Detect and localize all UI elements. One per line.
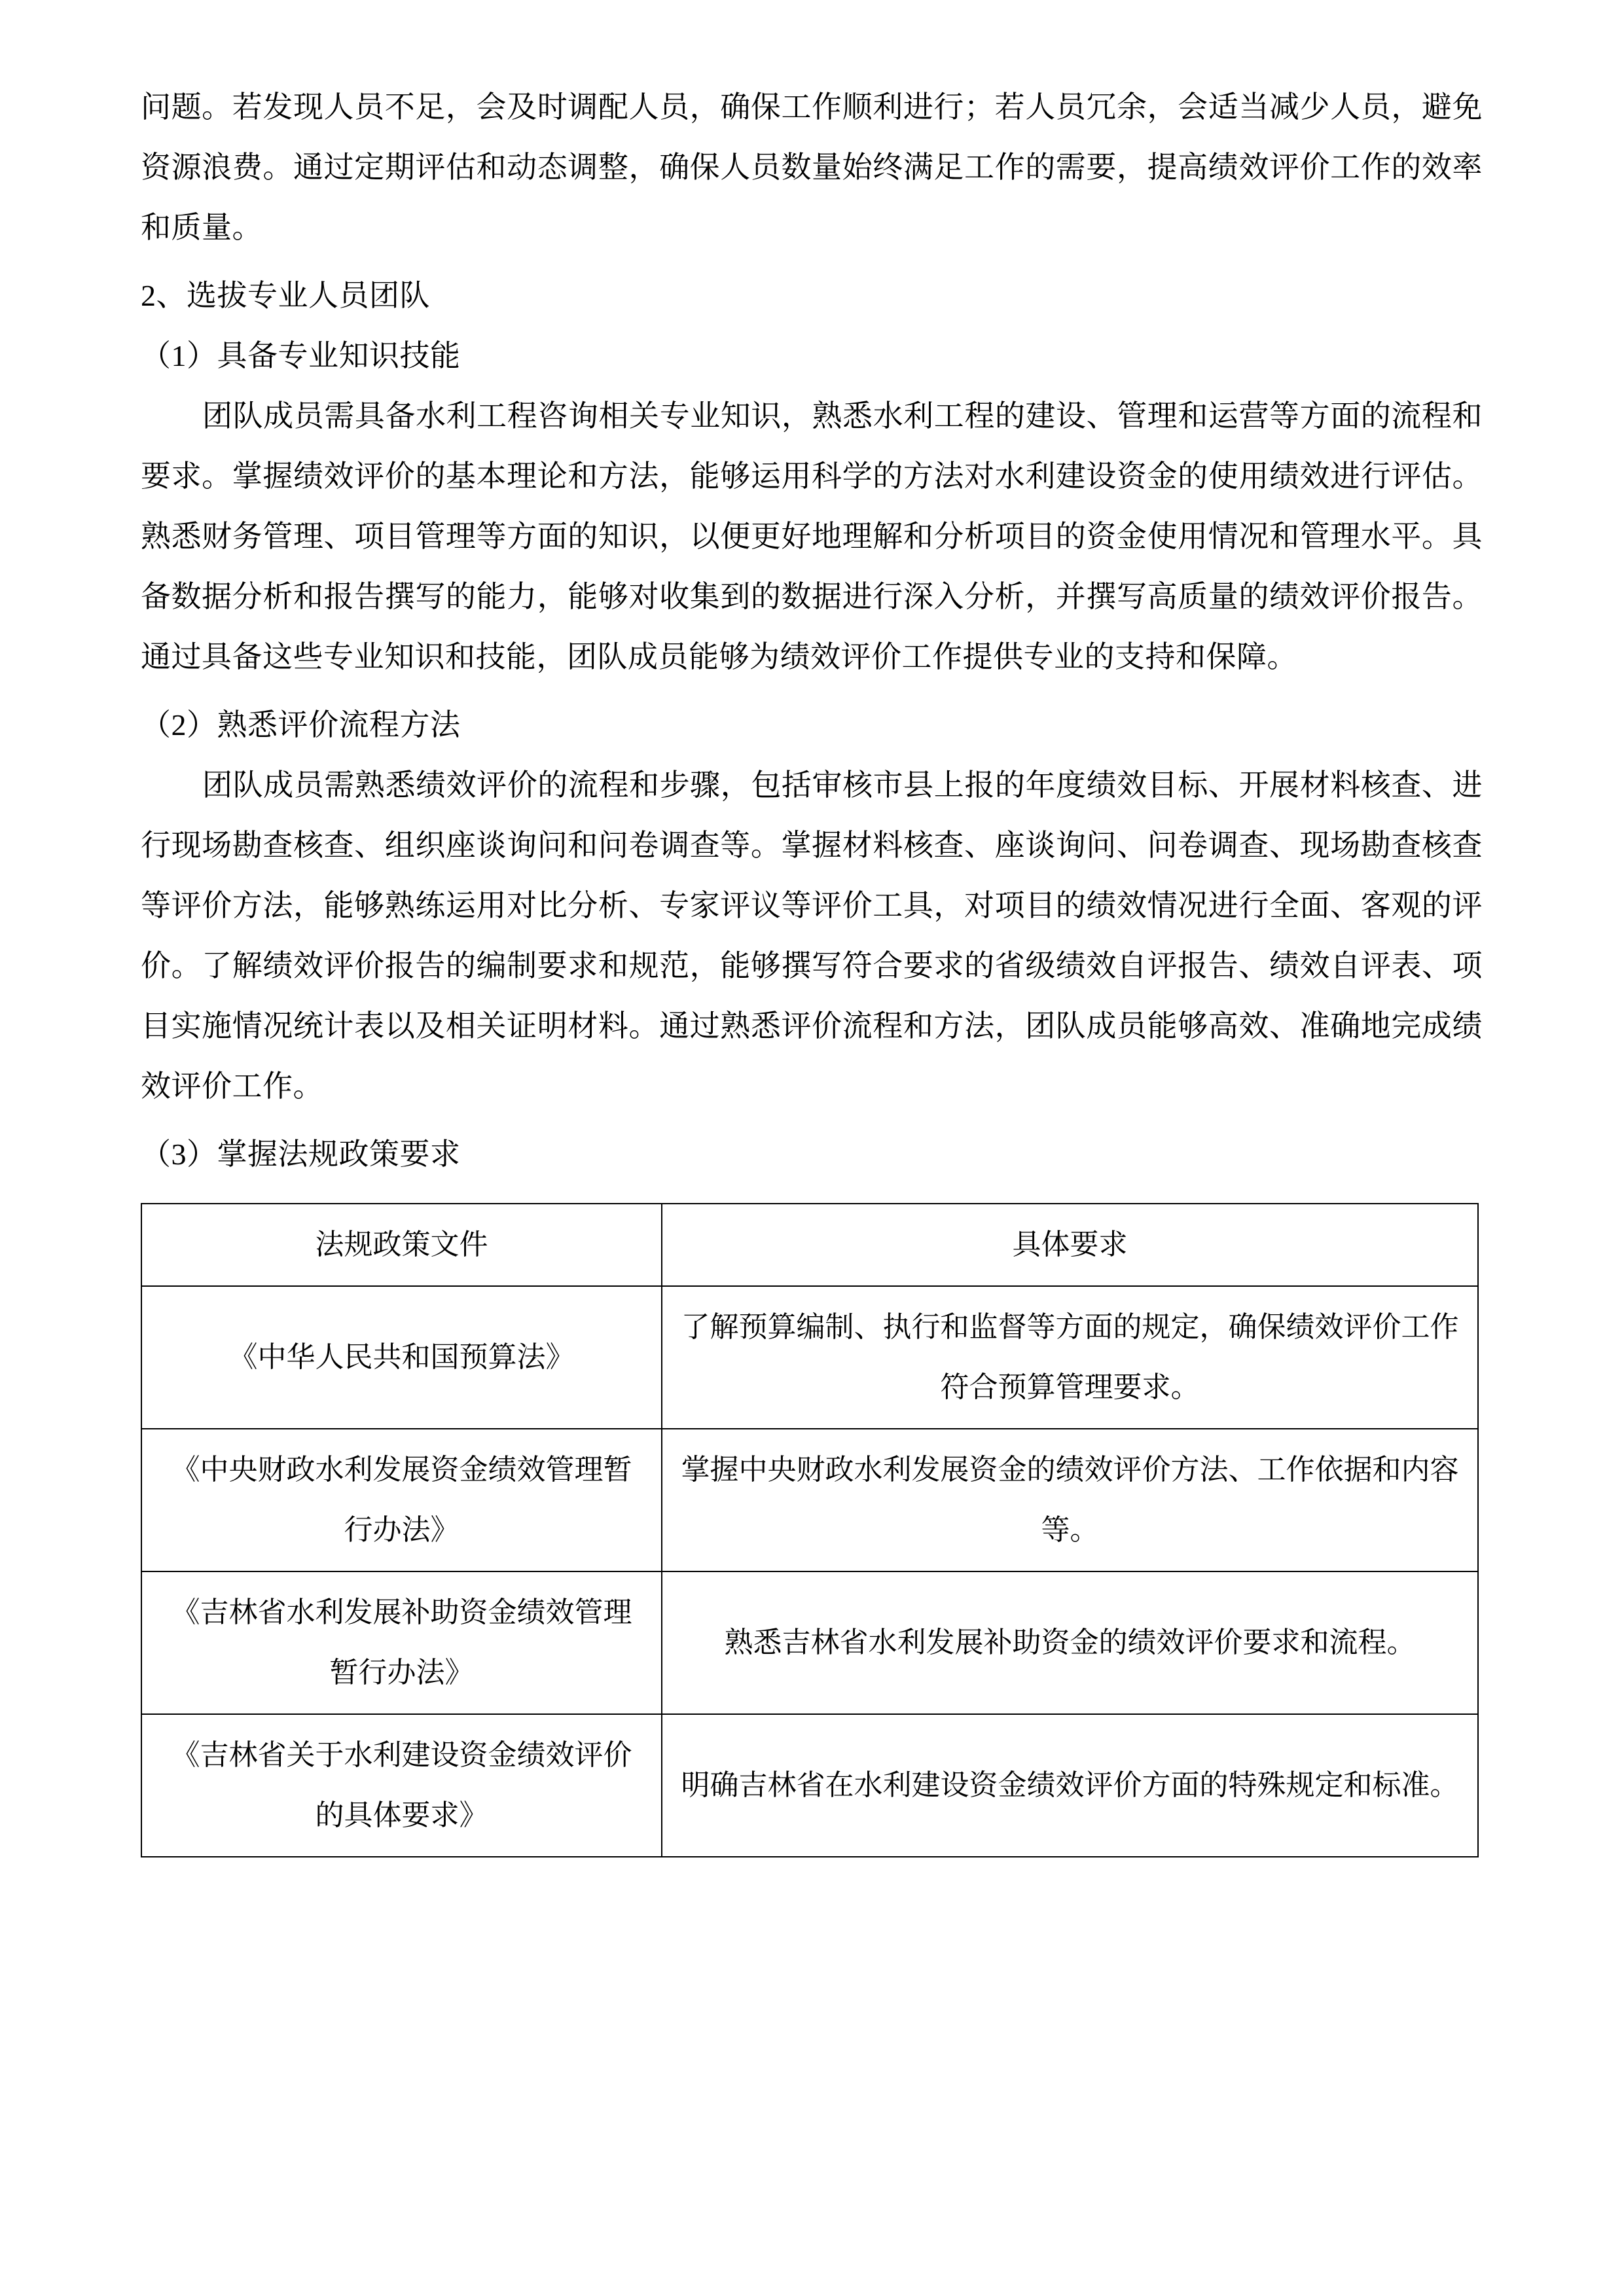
column-header-document: 法规政策文件 [141,1204,662,1286]
cell-requirement: 掌握中央财政水利发展资金的绩效评价方法、工作依据和内容等。 [662,1429,1478,1571]
spacer [141,258,1483,266]
laws-and-policies-table [141,1203,1479,1857]
section-heading-2: 2、选拔专业人员团队 [141,279,430,312]
table-row [141,1714,1478,1857]
table-row [141,1286,1478,1429]
table-header-row [141,1204,1478,1286]
subsection-paragraph-2: 团队成员需熟悉绩效评价的流程和步骤，包括审核市县上报的年度绩效目标、开展材料核查、进行现场勘查核查、组织座谈询问和问卷调查等。掌握材料核查、座谈询问、问卷调查、现场勘查核查等评价方法，能够熟练运用对比分析、专家评议等评价工具，对项目的绩效情况进行全面、客观的评价。了解绩效评价报告的编制要求和规范，能够撰写符合要求的省级绩效自评报告、绩效自评表、项目实施情况统计表以及相关证明材料。通过熟悉评价流程和方法，团队成员能够高效、准确地完成绩效评价工作。 [141,768,1483,1103]
continuation-paragraph: 问题。若发现人员不足，会及时调配人员，确保工作顺利进行；若人员冗余，会适当减少人员，避免资源浪费。通过定期评估和动态调整，确保人员数量始终满足工作的需要，提高绩效评价工作的效率和质量。 [141,90,1483,244]
cell-requirement: 明确吉林省在水利建设资金绩效评价方面的特殊规定和标准。 [662,1714,1478,1857]
cell-document-name: 《吉林省水利发展补助资金绩效管理暂行办法》 [141,1571,662,1714]
cell-document-name: 《吉林省关于水利建设资金绩效评价的具体要求》 [141,1714,662,1857]
column-header-requirement: 具体要求 [662,1204,1478,1286]
subsection-paragraph-1: 团队成员需具备水利工程咨询相关专业知识，熟悉水利工程的建设、管理和运营等方面的流程和要求。掌握绩效评价的基本理论和方法，能够运用科学的方法对水利建设资金的使用绩效进行评估。熟悉财务管理、项目管理等方面的知识，以便更好地理解和分析项目的资金使用情况和管理水平。具备数据分析和报告撰写的能力，能够对收集到的数据进行深入分析，并撰写高质量的绩效评价报告。通过具备这些专业知识和技能，团队成员能够为绩效评价工作提供专业的支持和保障。 [141,399,1483,673]
cell-document-name: 《中华人民共和国预算法》 [141,1286,662,1429]
table-row [141,1571,1478,1714]
table-row [141,1429,1478,1571]
spacer [141,1117,1483,1124]
subsection-heading-2: （2）熟悉评价流程方法 [141,708,461,742]
spacer [141,687,1483,695]
subsection-heading-1: （1）具备专业知识技能 [141,339,461,372]
cell-requirement: 熟悉吉林省水利发展补助资金的绩效评价要求和流程。 [662,1571,1478,1714]
cell-document-name: 《中央财政水利发展资金绩效管理暂行办法》 [141,1429,662,1571]
document-body [141,77,1483,1857]
subsection-heading-3: （3）掌握法规政策要求 [141,1138,461,1171]
cell-requirement: 了解预算编制、执行和监督等方面的规定，确保绩效评价工作符合预算管理要求。 [662,1286,1478,1429]
